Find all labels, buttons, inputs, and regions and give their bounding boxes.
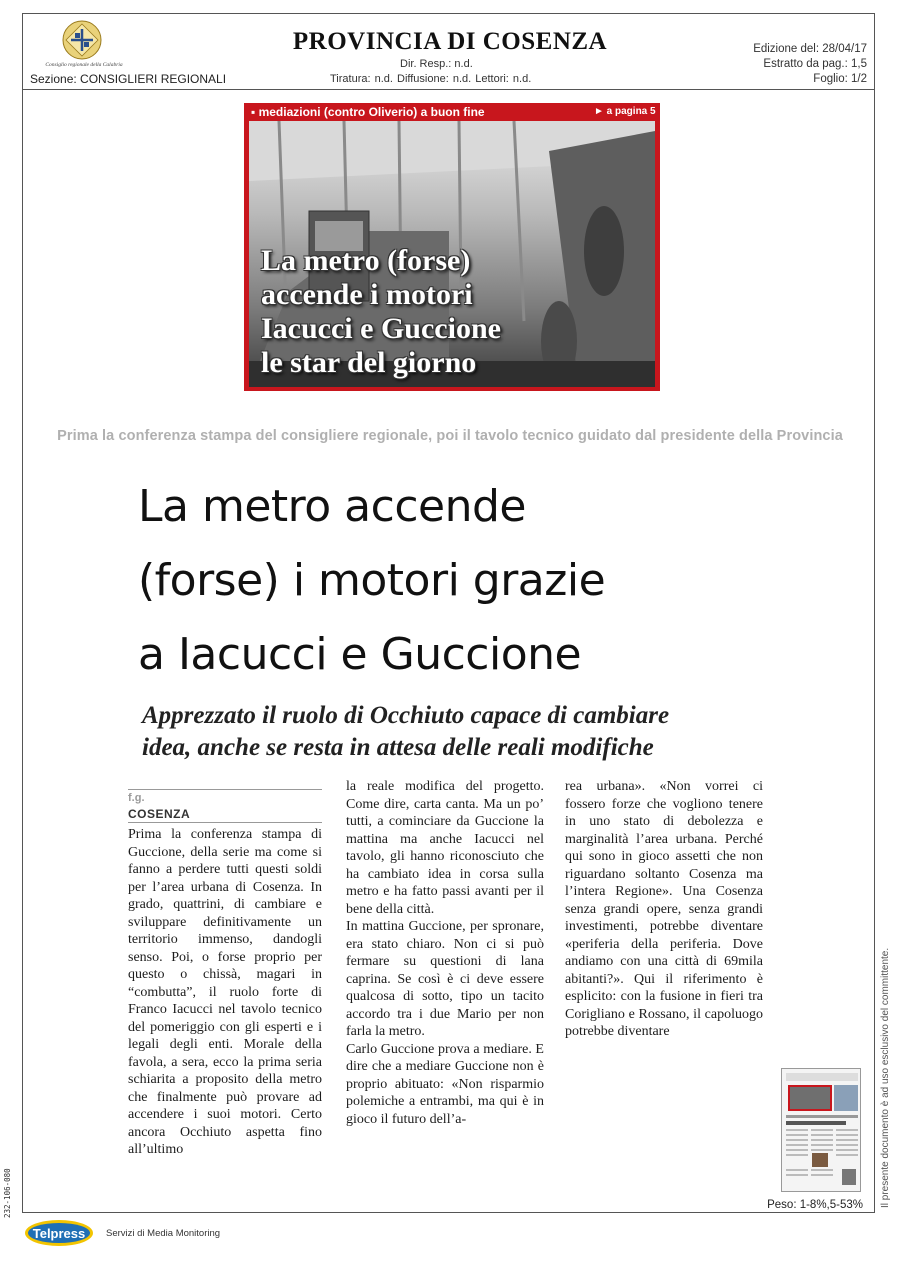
usage-disclaimer-text: Il presente documento è ad uso esclusivo del committente. (880, 947, 891, 1208)
teaser-headline-line: La metro (forse) (261, 244, 471, 277)
sheet-number: Foglio: 1/2 (813, 73, 867, 85)
teaser-box (244, 103, 660, 391)
logo-caption: Consiglio regionale della Calabria (45, 62, 123, 68)
page-thumbnail[interactable] (781, 1068, 861, 1192)
teaser-headline-line: le star del giorno (261, 346, 477, 379)
article-headline (138, 470, 858, 692)
article-column-2: la reale modifica del progetto. Come dire, carta canta. Ma un po’ tutti, a cominciare da Guccione la mattina ma anche Iacucci nel tavolo, gli hanno riconosciuto che ha cambiato idea in corsa sulla metro e ha fatto passi avanti per il bene della città. In mattina Guccione, per spronare, era stato chiaro. Non ci si può fermare su questioni di lana caprina. Se così è ci deve essere qualcosa di sotto, tipo un tacito accordo tra i due Mario per non farla la metro. Carlo Guccione prova a mediare. E dire che a mediare Guccione non è proprio abituato: «Non risparmio polemiche a entrambi, ma qui è in gioco il futuro dell’a- (346, 779, 544, 1127)
publication-title: PROVINCIA DI COSENZA (292, 28, 608, 55)
subhead-line: idea, anche se resta in attesa delle reali modifiche (142, 734, 654, 761)
byline-divider (128, 789, 322, 790)
subhead-line: Apprezzato il ruolo di Occhiuto capace di cambiare (142, 702, 670, 729)
metro-rendering-photo (249, 121, 655, 387)
headline-line: a Iacucci e Guccione (138, 629, 582, 680)
section-label: Sezione: CONSIGLIERI REGIONALI (30, 72, 227, 86)
dateline: COSENZA (128, 807, 191, 821)
extract-pages: Estratto da pag.: 1,5 (763, 58, 867, 70)
dateline-divider (128, 822, 322, 823)
header-divider (22, 89, 875, 90)
director-info: Dir. Resp.: n.d. (400, 58, 473, 70)
teaser-headline (261, 244, 651, 380)
headline-line: La metro accende (138, 481, 526, 532)
article-overline: Prima la conferenza stampa del consigliere regionale, poi il tavolo tecnico guidato dal presidente della Provincia (57, 428, 843, 444)
article-subheadline (142, 700, 822, 764)
author-byline: f.g. (128, 792, 145, 804)
page-thumbnail-illustration (782, 1069, 861, 1192)
teaser-headline-line: Iacucci e Guccione (261, 312, 501, 345)
telpress-service: Servizi di Media Monitoring (106, 1228, 221, 1239)
article-weight: Peso: 1-8%,5-53% (767, 1199, 863, 1211)
article-column-3: rea urbana». «Non vorrei ci fossero forze che vogliono tenere in uno stato di debolezza e marginalità l’area urbana. Perché qui sono in gioco assetti che non riguardano soltanto Cosenza ma l’intera Regione». Una Cosenza senza grandi opere, senza grandi investimenti, potrebbe diventare «periferia della periferia. Dove andiamo con una città di 69mila abitanti?». Qui il riferimento è esplicito: con la fusione in fieri tra Corigliano e Rossano, il capoluogo potrebbe diventare (565, 779, 763, 1039)
article-column-1: Prima la conferenza stampa di Guccione, della serie ma come si fanno a perdere tutti questi soldi per l’area urbana di Cosenza. In grado, quattrini, di cambiare e sviluppare definitivamente un territorio immenso, dandogli senso. Poi, o forse proprio per questo o chissà, magari in “combutta”, il ruolo forte di Franco Iacucci nel tavolo tecnico del pomeriggio con gli esperti e i legali degli enti. Morale della favola, a sera, ecco la prima seria schiarita a proposito della metro che finalmente può provare ad accendere i suoi motori. Certo ancora Occhiuto aspetta fino all’ultimo (128, 827, 322, 1157)
teaser-headline-line: accende i motori (261, 278, 473, 311)
circulation-info: Tiratura: n.d. Diffusione: n.d. Lettori: n.d. (330, 73, 532, 85)
telpress-logo-text: Telpress (32, 1226, 86, 1241)
edition-date: Edizione del: 28/04/17 (753, 43, 867, 55)
document-code-text: 232-106-080 (3, 1168, 12, 1218)
headline-line: (forse) i motori grazie (138, 555, 606, 606)
document-code (0, 1160, 14, 1220)
calabria-council-logo (60, 20, 104, 60)
teaser-bar (244, 103, 660, 121)
teaser-kicker: ▪ mediazioni (contro Oliverio) a buon fine (251, 105, 485, 119)
telpress-logo (24, 1219, 94, 1247)
usage-disclaimer (878, 940, 892, 1210)
teaser-page-link[interactable]: ► a pagina 5 (594, 106, 656, 117)
